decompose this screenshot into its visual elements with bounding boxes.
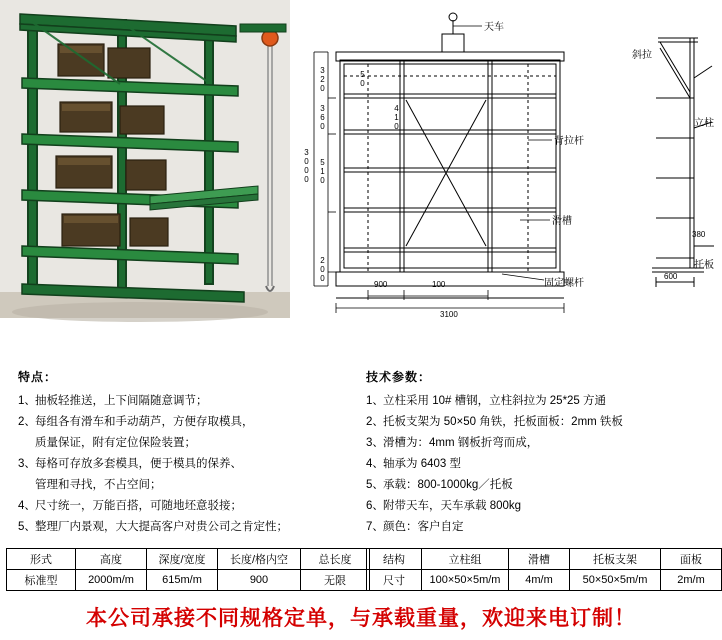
item-text-cont: 管理和寻找，不占空间； bbox=[35, 479, 162, 491]
features-title: 特点： bbox=[18, 370, 58, 384]
specs-block bbox=[366, 368, 711, 540]
table-row bbox=[7, 570, 370, 591]
dim-320: 320 bbox=[318, 66, 327, 93]
dim-410: 410 bbox=[392, 104, 401, 131]
dim-510: 510 bbox=[318, 158, 327, 185]
label-pallet: 托板 bbox=[694, 260, 714, 271]
list-item bbox=[18, 456, 348, 473]
item-text: 滑槽为：4mm 钢板折弯而成， bbox=[383, 437, 539, 449]
table-standard-dimensions bbox=[6, 548, 370, 591]
item-number: 3、 bbox=[366, 437, 384, 449]
label-slide-groove: 滑槽 bbox=[552, 216, 572, 227]
item-text: 每格可存放多套模具，便于模具的保养、 bbox=[35, 458, 242, 470]
table-header-cell: 托板支架 bbox=[570, 549, 661, 570]
dim-380: 380 bbox=[692, 230, 706, 239]
item-number: 7、 bbox=[366, 521, 384, 533]
table-structure-dimensions bbox=[366, 548, 722, 591]
table-header-cell: 深度/宽度 bbox=[147, 549, 218, 570]
list-item bbox=[366, 414, 711, 431]
table-cell: 2000m/m bbox=[76, 570, 147, 591]
specs-title: 技术参数： bbox=[366, 370, 432, 384]
features-list bbox=[18, 393, 348, 536]
table-cell: 标准型 bbox=[7, 570, 76, 591]
item-text: 每组各有滑车和手动葫芦，方便存取模具， bbox=[35, 416, 254, 428]
table-header-row bbox=[367, 549, 722, 570]
dim-200: 200 bbox=[318, 256, 327, 283]
item-text: 颜色：客户自定 bbox=[383, 521, 464, 533]
dim-50: 50 bbox=[358, 70, 367, 88]
label-crane: 天车 bbox=[484, 22, 504, 33]
item-number: 6、 bbox=[366, 500, 384, 512]
item-text: 抽板轻推送，上下间隔随意调节； bbox=[35, 395, 208, 407]
item-text: 承载：800-1000kg／托板 bbox=[383, 479, 513, 491]
item-text: 托板支架为 50×50 角铁，托板面板：2mm 铁板 bbox=[383, 416, 623, 428]
list-item bbox=[18, 519, 348, 536]
item-text: 整理厂内景观，大大提高客户对贵公司之肯定性； bbox=[35, 521, 288, 533]
table-header-cell: 结构 bbox=[367, 549, 422, 570]
table-cell: 4m/m bbox=[509, 570, 570, 591]
table-header-cell: 滑槽 bbox=[509, 549, 570, 570]
table-cell: 900 bbox=[218, 570, 301, 591]
side-dimension-diagram bbox=[632, 18, 722, 318]
main-dimension-diagram bbox=[292, 8, 662, 328]
item-text: 尺寸统一，万能百搭，可随地坯意驳接； bbox=[35, 500, 242, 512]
item-text: 轴承为 6403 型 bbox=[383, 458, 461, 470]
table-cell: 无限 bbox=[301, 570, 370, 591]
dim-360: 360 bbox=[318, 104, 327, 131]
table-header-cell: 总长度 bbox=[301, 549, 370, 570]
table-cell: 615m/m bbox=[147, 570, 218, 591]
dim-total-height: 3000 bbox=[302, 148, 311, 184]
table-header-row bbox=[7, 549, 370, 570]
table-cell: 100×50×5m/m bbox=[422, 570, 509, 591]
label-brace-rod: 背拉杆 bbox=[554, 136, 584, 147]
table-header-cell: 高度 bbox=[76, 549, 147, 570]
list-item bbox=[366, 477, 711, 494]
promo-banner: 本公司承接不同规格定单，与承载重量，欢迎来电订制！ bbox=[86, 606, 636, 630]
table-header-cell: 立柱组 bbox=[422, 549, 509, 570]
item-number: 3、 bbox=[18, 458, 36, 470]
label-fixing-screw: 固定螺杆 bbox=[544, 278, 584, 289]
table-row bbox=[367, 570, 722, 591]
item-number: 4、 bbox=[18, 500, 36, 512]
list-item bbox=[18, 414, 348, 431]
list-item bbox=[366, 435, 711, 452]
item-number: 5、 bbox=[366, 479, 384, 491]
list-item bbox=[18, 393, 348, 410]
label-column: 立柱 bbox=[694, 118, 714, 129]
item-number: 5、 bbox=[18, 521, 36, 533]
list-item bbox=[366, 456, 711, 473]
item-text: 附带天车，天车承载 800kg bbox=[383, 500, 522, 512]
item-number: 4、 bbox=[366, 458, 384, 470]
list-item-continued bbox=[18, 477, 348, 494]
list-item bbox=[366, 498, 711, 515]
item-number: 1、 bbox=[18, 395, 36, 407]
dim-900: 900 bbox=[374, 280, 388, 289]
item-text: 立柱采用 10# 槽钢，立柱斜拉为 25*25 方通 bbox=[383, 395, 607, 407]
item-number: 2、 bbox=[18, 416, 36, 428]
product-photo bbox=[0, 0, 290, 340]
item-number: 1、 bbox=[366, 395, 384, 407]
dim-100: 100 bbox=[432, 280, 446, 289]
list-item bbox=[18, 498, 348, 515]
label-diagonal-pull: 斜拉 bbox=[632, 50, 652, 61]
dim-3100: 3100 bbox=[440, 310, 458, 319]
list-item bbox=[366, 519, 711, 536]
table-cell: 50×50×5m/m bbox=[570, 570, 661, 591]
item-number: 2、 bbox=[366, 416, 384, 428]
list-item-continued bbox=[18, 435, 348, 452]
table-cell: 2m/m bbox=[661, 570, 722, 591]
dim-600: 600 bbox=[664, 272, 678, 281]
list-item bbox=[366, 393, 711, 410]
features-block bbox=[18, 368, 348, 540]
table-header-cell: 长度/格内空 bbox=[218, 549, 301, 570]
table-header-cell: 形式 bbox=[7, 549, 76, 570]
item-text-cont: 质量保证，附有定位保险装置； bbox=[35, 437, 196, 449]
specs-list bbox=[366, 393, 711, 536]
rack-illustration bbox=[0, 0, 290, 340]
table-cell: 尺寸 bbox=[367, 570, 422, 591]
table-header-cell: 面板 bbox=[661, 549, 722, 570]
